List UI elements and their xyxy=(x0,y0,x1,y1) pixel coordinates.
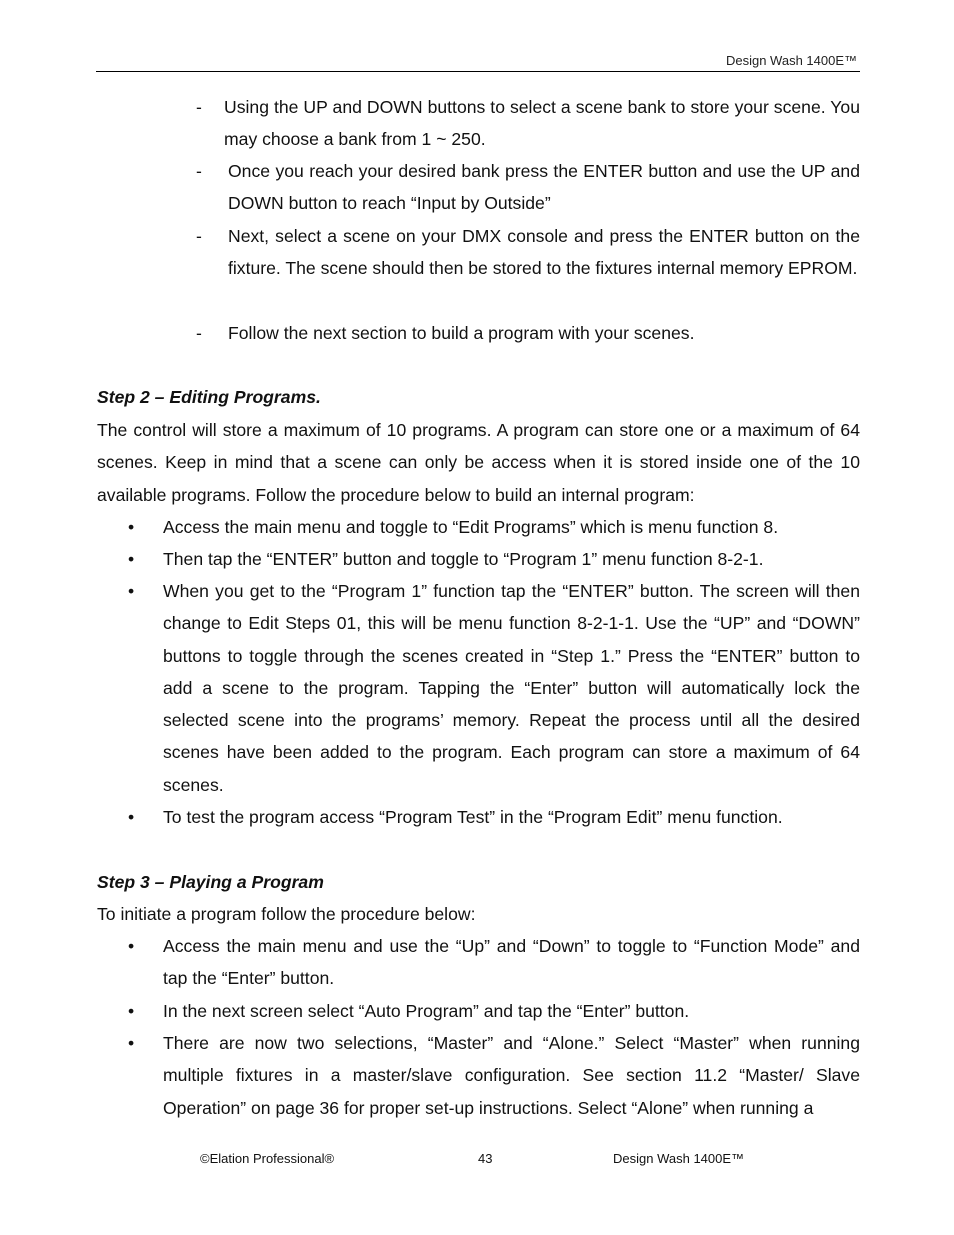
bullet-marker: • xyxy=(128,936,135,956)
dash-marker: - xyxy=(196,161,202,181)
step2-bullet-item xyxy=(128,511,860,543)
bullet-item-text: Access the main menu and toggle to “Edit Programs” which is menu function 8. xyxy=(163,517,779,537)
bullet-item-text: To test the program access “Program Test” in the “Program Edit” menu function. xyxy=(163,807,783,827)
dash-list-item xyxy=(196,155,860,220)
step3-intro-paragraph: To initiate a program follow the procedure below: xyxy=(97,904,476,924)
bullet-marker: • xyxy=(128,1033,135,1053)
dash-list-item xyxy=(196,220,860,285)
dash-marker: - xyxy=(196,97,202,117)
dash-list-item xyxy=(196,317,860,349)
step3-bullet-item xyxy=(128,995,860,1027)
footer-product-name: Design Wash 1400E™ xyxy=(613,1151,745,1166)
bullet-item-text: There are now two selections, “Master” and “Alone.” Select “Master” when running multiple fixtures in a master/slave configuration. See section 11.2 “Master/ Slave Operation” on page 36 for proper set-up instructions. Select “Alone” when running a xyxy=(163,1033,860,1118)
dash-item-text: Using the UP and DOWN buttons to select a scene bank to store your scene. You may choose a bank from 1 ~ 250. xyxy=(224,97,860,150)
bullet-marker: • xyxy=(128,517,135,537)
step2-intro-paragraph: The control will store a maximum of 10 programs. A program can store one or a maximum of 64 scenes. Keep in mind that a scene can only be access when it is stored inside one of the 10 available programs. Follow the procedure below to build an internal program: xyxy=(97,420,860,505)
footer-page-number: 43 xyxy=(478,1151,493,1166)
bullet-item-text: Then tap the “ENTER” button and toggle to “Program 1” menu function 8-2-1. xyxy=(163,549,764,569)
page-header-title: Design Wash 1400E™ xyxy=(725,53,857,68)
header-divider xyxy=(96,71,860,72)
step2-bullet-item xyxy=(128,543,860,575)
bullet-marker: • xyxy=(128,1001,135,1021)
step2-bullet-item xyxy=(128,575,860,801)
step3-bullet-item xyxy=(128,930,860,995)
dash-item-text: Once you reach your desired bank press the ENTER button and use the UP and DOWN button to reach “Input by Outside” xyxy=(228,161,860,214)
footer-copyright: ©Elation Professional® xyxy=(200,1151,335,1166)
step3-heading: Step 3 – Playing a Program xyxy=(97,872,324,892)
dash-item-text: Next, select a scene on your DMX console and press the ENTER button on the fixture. The scene should then be stored to the fixtures internal memory EPROM. xyxy=(228,226,860,279)
dash-marker: - xyxy=(196,323,202,343)
dash-marker: - xyxy=(196,226,202,246)
bullet-marker: • xyxy=(128,549,135,569)
bullet-item-text: In the next screen select “Auto Program” and tap the “Enter” button. xyxy=(163,1001,690,1021)
bullet-marker: • xyxy=(128,807,135,827)
dash-list-item xyxy=(196,91,860,156)
dash-item-text: Follow the next section to build a program with your scenes. xyxy=(228,323,695,343)
bullet-item-text: Access the main menu and use the “Up” and “Down” to toggle to “Function Mode” and tap the “Enter” button. xyxy=(163,936,860,989)
step3-bullet-item xyxy=(128,1027,860,1124)
step2-heading: Step 2 – Editing Programs. xyxy=(97,387,321,407)
bullet-marker: • xyxy=(128,581,135,601)
bullet-item-text: When you get to the “Program 1” function tap the “ENTER” button. The screen will then change to Edit Steps 01, this will be menu function 8-2-1-1. Use the “UP” and “DOWN” buttons to toggle through the scenes created in “Step 1.” Press the “ENTER” button to add a scene to the program. Tapping the “Enter” button will automatically lock the selected scene into the programs’ memory. Repeat the process until all the desired scenes have been added to the program. Each program can store a maximum of 64 scenes. xyxy=(163,581,860,795)
step2-bullet-item xyxy=(128,801,860,833)
